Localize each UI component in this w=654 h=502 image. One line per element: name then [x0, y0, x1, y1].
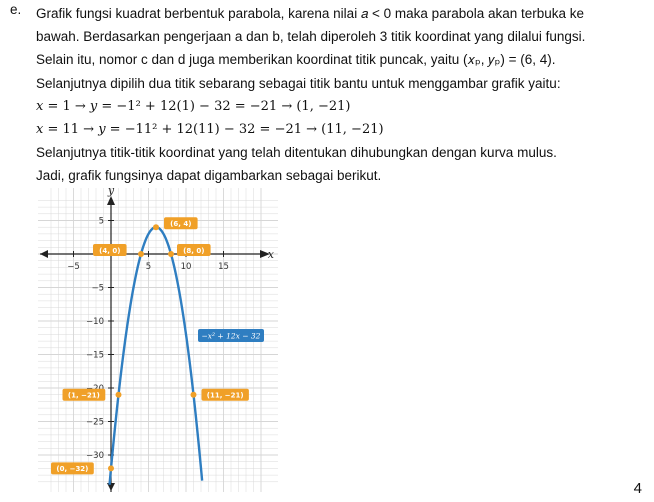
page-number: 4	[633, 480, 642, 497]
parabola-graph	[38, 188, 278, 492]
x-tick-label: 5	[145, 262, 152, 272]
y-tick-label: −5	[91, 283, 104, 294]
point-label: (1, −21)	[67, 391, 100, 400]
y-tick-label: 5	[98, 216, 104, 227]
y-axis-label: y	[107, 188, 115, 197]
function-label: −x² + 12x − 32	[201, 331, 261, 341]
point-label: (4, 0)	[99, 246, 121, 255]
point-label: (11, −21)	[206, 391, 244, 400]
text-line-5: Selanjutnya titik-titik koordinat yang telah ditentukan dihubungkan dengan kurva mulus.	[36, 145, 557, 161]
explanation-paragraph	[36, 2, 644, 188]
text-line-1: Grafik fungsi kuadrat berbentuk parabola, karena nilai 𝑎 < 0 maka parabola akan terbuka ke	[36, 6, 585, 21]
x-axis-label: x	[267, 248, 274, 261]
text-line-4: Selanjutnya dipilih dua titik sebarang sebagai titik bantu untuk menggambar grafik yaitu:	[36, 75, 561, 91]
text-line-2: bawah. Berdasarkan pengerjaan a dan b, telah diperoleh 3 titik koordinat yang dilalui fungsi.	[36, 29, 586, 45]
list-marker: e.	[10, 2, 22, 17]
text-line-6: Jadi, grafik fungsinya dapat digambarkan sebagai berikut.	[36, 168, 382, 184]
x-tick-label: 15	[218, 262, 229, 272]
data-point	[191, 392, 197, 398]
data-point	[108, 465, 114, 471]
data-point	[116, 392, 122, 398]
graph-canvas	[38, 188, 278, 492]
point-label: (0, −32)	[56, 465, 89, 474]
data-point	[168, 251, 174, 257]
data-point	[153, 224, 159, 230]
equation-1: 𝑥 = 1 → 𝑦 = −1² + 12(1) − 32 = −21 → (1, −21)	[36, 98, 351, 114]
y-tick-label: −25	[86, 417, 104, 428]
text-line-3: Selain itu, nomor c dan d juga memberikan koordinat titik puncak, yaitu (𝑥ₚ, 𝑦ₚ) = (6, 4).	[36, 52, 556, 68]
point-label: (8, 0)	[183, 246, 205, 255]
x-tick-label: 10	[180, 262, 192, 272]
equation-2: 𝑥 = 11 → 𝑦 = −11² + 12(11) − 32 = −21 → (11, −21)	[36, 122, 384, 138]
x-tick-label: −5	[67, 262, 80, 272]
y-tick-label: −30	[86, 451, 104, 461]
point-label: (6, 4)	[170, 220, 192, 228]
y-tick-label: −10	[86, 317, 104, 327]
data-point	[138, 251, 144, 257]
y-tick-label: −15	[86, 350, 104, 361]
